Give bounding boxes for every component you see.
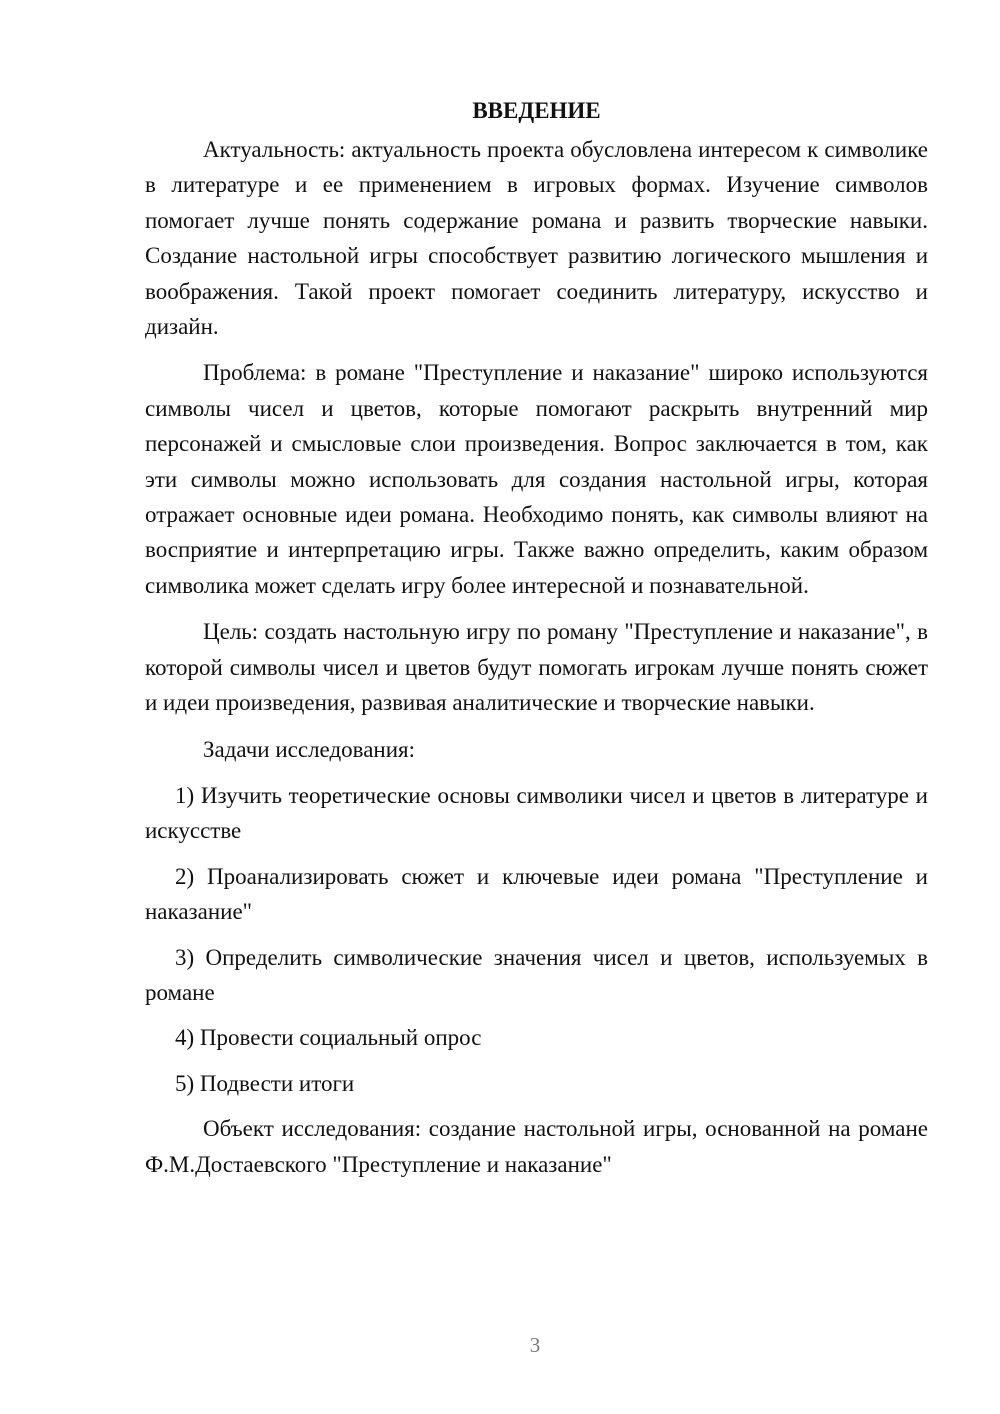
task-item: 1) Изучить теоретические основы символики чисел и цветов в литературе и искусстве: [145, 782, 928, 844]
task-item: 4) Провести социальный опрос: [175, 1025, 482, 1051]
page-title: ВВЕДЕНИЕ: [472, 98, 601, 123]
paragraph-goal: Цель: создать настольную игру по роману "Преступление и наказание", в которой символы чисел и цветов будут помогать игрокам лучше понять сюжет и идеи произведения, развивая аналитические и творческие навыки.: [145, 619, 928, 716]
paragraph-problem: Проблема: в романе "Преступление и наказание" широко используются символы чисел и цветов, которые помогают раскрыть внутренний мир персонажей и смысловые слои произведения. Вопрос заключается в том, как эти символы можно использовать для создания настольной игры, которая отражает основные идеи романа. Необходимо понять, как символы влияют на восприятие и интерпретацию игры. Также важно определить, каким образом символика может сделать игру более интересной и познавательной.: [145, 360, 928, 598]
page-content: [145, 93, 928, 1193]
paragraph-object: Объект исследования: создание настольной игры, основанной на романе Ф.М.Достаевского "Преступление и наказание": [145, 1116, 928, 1177]
paragraph-relevance: Актуальность: актуальность проекта обусловлена интересом к символике в литературе и ее применением в игровых формах. Изучение символов помогает лучше понять содержание романа и развить творческие навыки. Создание настольной игры способствует развитию логического мышления и воображения. Такой проект помогает соединить литературу, искусство и дизайн.: [145, 137, 928, 340]
tasks-heading: Задачи исследования:: [203, 736, 416, 762]
task-item: 2) Проанализировать сюжет и ключевые идеи романа "Преступление и наказание": [145, 863, 928, 925]
task-item: 5) Подвести итоги: [175, 1070, 355, 1096]
task-item: 3) Определить символические значения чисел и цветов, используемых в романе: [145, 944, 928, 1005]
page-number: 3: [529, 1333, 541, 1357]
